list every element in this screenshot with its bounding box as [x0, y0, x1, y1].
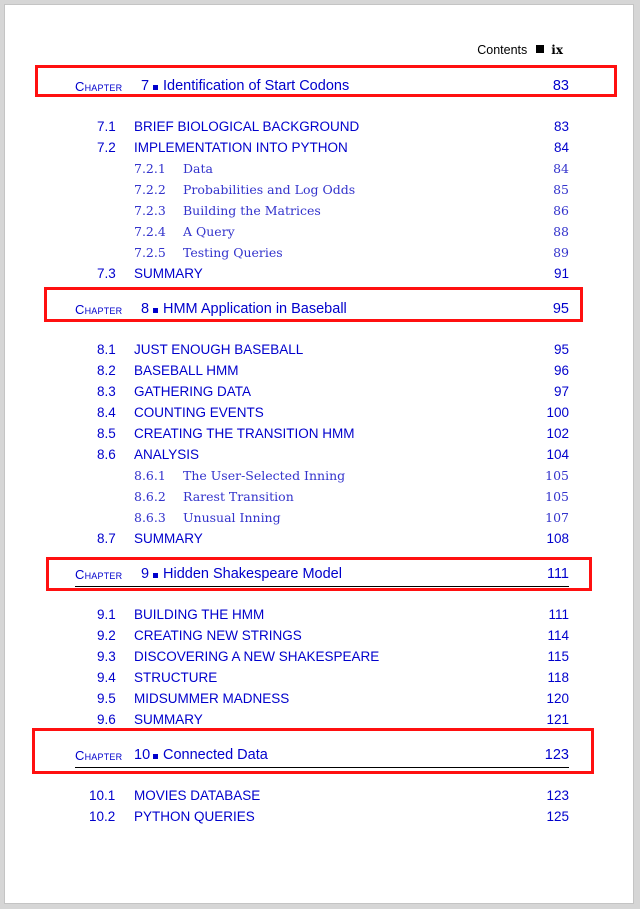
chapter-label: Chapter [75, 567, 123, 582]
entry-number: 8.3 [97, 384, 116, 399]
entry-number: 10.1 [89, 788, 116, 803]
entry-page: 120 [546, 691, 569, 706]
entry-title: Unusual Inning [183, 510, 281, 525]
entry-number: 7.2.5 [134, 245, 166, 260]
entry-page: 84 [553, 140, 569, 155]
chapter-label: Chapter [75, 302, 123, 317]
toc-entry[interactable] [75, 266, 569, 284]
entry-page: 100 [546, 405, 569, 420]
chapter-title: Hidden Shakespeare Model [163, 566, 342, 582]
toc-entry[interactable] [75, 670, 569, 688]
entry-number: 8.6.1 [134, 468, 166, 483]
entry-title: JUST ENOUGH BASEBALL [134, 342, 304, 357]
toc-entry[interactable] [75, 119, 569, 137]
entry-number: 9.6 [97, 712, 116, 727]
entry-number: 9.1 [97, 607, 116, 622]
entry-title: BUILDING THE HMM [134, 607, 265, 622]
entry-title: A Query [183, 224, 235, 239]
entry-page: 91 [553, 266, 569, 281]
entry-page: 114 [547, 628, 569, 643]
entry-number: 8.1 [97, 342, 116, 357]
entry-page: 102 [546, 426, 569, 441]
entry-page: 105 [545, 468, 569, 483]
entry-page: 96 [553, 363, 569, 378]
entry-page: 89 [553, 245, 569, 260]
entry-number: 7.2.2 [134, 182, 166, 197]
chapter-page: 123 [544, 747, 569, 763]
entry-title: Testing Queries [183, 245, 283, 260]
entry-page: 85 [553, 182, 569, 197]
entry-title: GATHERING DATA [134, 384, 252, 399]
entry-number: 8.4 [97, 405, 116, 420]
entry-title: CREATING NEW STRINGS [134, 628, 302, 643]
entry-title: SUMMARY [134, 712, 203, 727]
running-header [477, 43, 563, 57]
entry-title: DISCOVERING A NEW SHAKESPEARE [134, 649, 380, 664]
entry-number: 9.3 [97, 649, 116, 664]
chapter-number: 9 [141, 566, 150, 582]
toc-subentry[interactable] [75, 245, 569, 263]
entry-title: Rarest Transition [183, 489, 294, 504]
highlight-box [35, 65, 617, 97]
toc-entry[interactable] [75, 531, 569, 549]
entry-title: Building the Matrices [183, 203, 321, 218]
entry-page: 88 [553, 224, 569, 239]
entry-title: SUMMARY [134, 266, 203, 281]
entry-number: 7.2.4 [134, 224, 166, 239]
chapter-number: 8 [141, 301, 150, 317]
entry-page: 83 [553, 119, 569, 134]
entry-number: 7.2.1 [134, 161, 166, 176]
toc-entry[interactable] [75, 342, 569, 360]
chapter-label: Chapter [75, 79, 123, 94]
chapter-title: HMM Application in Baseball [163, 301, 347, 317]
square-bullet-icon [536, 45, 544, 53]
toc-entry[interactable] [75, 809, 569, 827]
entry-number: 9.5 [97, 691, 116, 706]
entry-title: The User-Selected Inning [183, 468, 346, 483]
entry-title: ANALYSIS [134, 447, 200, 462]
toc-entry[interactable] [75, 649, 569, 667]
chapter-page: 111 [546, 566, 569, 582]
entry-page: 123 [546, 788, 569, 803]
entry-title: MOVIES DATABASE [134, 788, 261, 803]
entry-page: 95 [553, 342, 569, 357]
entry-number: 7.2.3 [134, 203, 166, 218]
entry-page: 118 [547, 670, 569, 685]
entry-title: BRIEF BIOLOGICAL BACKGROUND [134, 119, 360, 134]
highlight-box [46, 557, 592, 591]
entry-title: STRUCTURE [134, 670, 218, 685]
toc-subentry[interactable] [75, 510, 569, 528]
entry-page: 108 [546, 531, 569, 546]
entry-title: COUNTING EVENTS [134, 405, 264, 420]
toc-entry[interactable] [75, 363, 569, 381]
entry-number: 10.2 [89, 809, 116, 824]
document-page [4, 4, 634, 904]
entry-page: 97 [553, 384, 569, 399]
entry-page: 107 [545, 510, 569, 525]
toc-entry[interactable] [75, 447, 569, 465]
entry-page: 86 [553, 203, 569, 218]
chapter-number: 10 [134, 747, 151, 763]
entry-number: 7.3 [97, 266, 116, 281]
entry-title: PYTHON QUERIES [134, 809, 255, 824]
entry-number: 8.2 [97, 363, 116, 378]
entry-page: 115 [547, 649, 569, 664]
entry-page: 104 [546, 447, 569, 462]
entry-title: MIDSUMMER MADNESS [134, 691, 290, 706]
toc-subentry[interactable] [75, 468, 569, 486]
entry-title: SUMMARY [134, 531, 203, 546]
running-header-page: ix [551, 43, 563, 57]
chapter-label: Chapter [75, 748, 123, 763]
entry-number: 8.7 [97, 531, 116, 546]
toc-subentry[interactable] [75, 224, 569, 242]
toc-subentry[interactable] [75, 489, 569, 507]
entry-number: 8.6.2 [134, 489, 166, 504]
toc-entry[interactable] [75, 788, 569, 806]
entry-number: 9.2 [97, 628, 116, 643]
entry-number: 8.6 [97, 447, 116, 462]
toc-subentry[interactable] [75, 203, 569, 221]
entry-number: 9.4 [97, 670, 116, 685]
toc-entry[interactable] [75, 691, 569, 709]
highlight-box [32, 728, 594, 774]
entry-page: 111 [548, 607, 569, 622]
entry-number: 8.5 [97, 426, 116, 441]
entry-title: IMPLEMENTATION INTO PYTHON [134, 140, 348, 155]
toc-subentry[interactable] [75, 182, 569, 200]
entry-title: Probabilities and Log Odds [183, 182, 356, 197]
chapter-title: Identification of Start Codons [163, 78, 350, 94]
entry-number: 7.2 [97, 140, 116, 155]
toc-entry[interactable] [75, 426, 569, 444]
chapter-number: 7 [141, 78, 150, 94]
entry-page: 121 [546, 712, 569, 727]
entry-number: 8.6.3 [134, 510, 166, 525]
entry-title: BASEBALL HMM [134, 363, 239, 378]
toc-subentry[interactable] [75, 161, 569, 179]
entry-title: CREATING THE TRANSITION HMM [134, 426, 355, 441]
highlight-box [44, 287, 583, 322]
entry-page: 84 [553, 161, 569, 176]
entry-title: Data [183, 161, 213, 176]
toc-entry[interactable] [75, 384, 569, 402]
entry-page: 105 [545, 489, 569, 504]
toc-entry[interactable] [75, 405, 569, 423]
toc-entry[interactable] [75, 607, 569, 625]
entry-number: 7.1 [97, 119, 116, 134]
chapter-page: 83 [552, 78, 569, 94]
chapter-page: 95 [552, 301, 569, 317]
running-header-label: Contents [477, 43, 528, 57]
toc-entry[interactable] [75, 628, 569, 646]
entry-page: 125 [546, 809, 569, 824]
chapter-title: Connected Data [163, 747, 268, 763]
toc-entry[interactable] [75, 140, 569, 158]
